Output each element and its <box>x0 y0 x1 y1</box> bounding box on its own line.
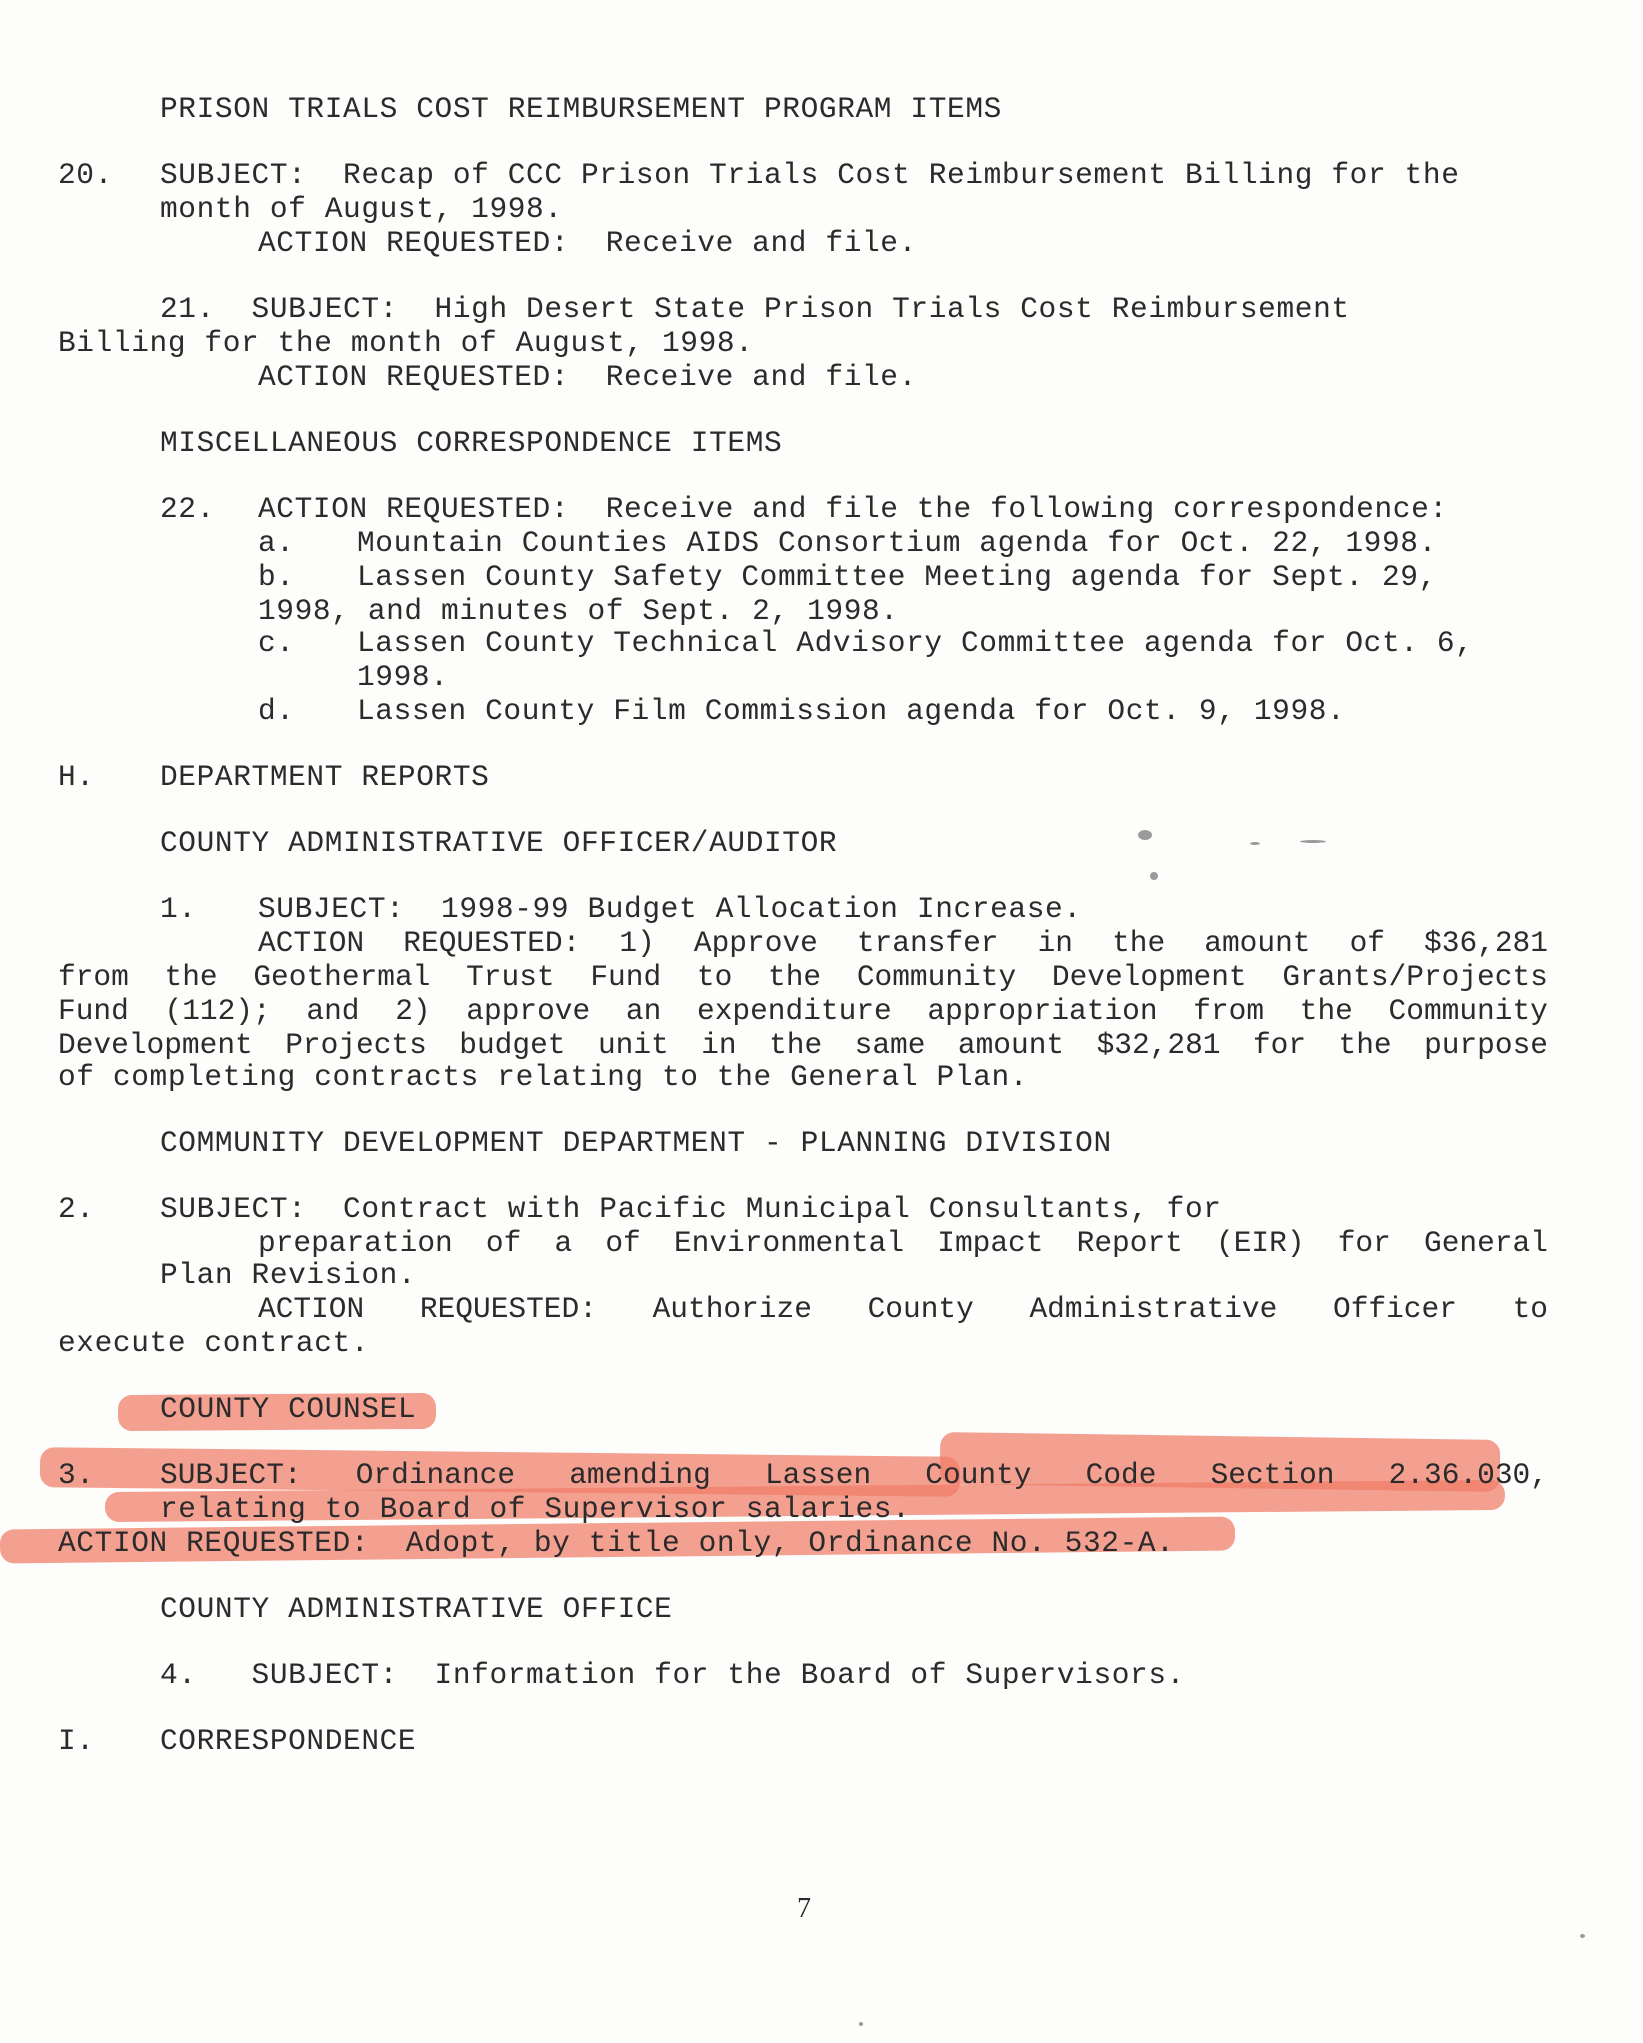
section-heading-misc-correspondence: MISCELLANEOUS CORRESPONDENCE ITEMS <box>160 426 783 460</box>
scan-speck <box>1138 830 1152 840</box>
item-1-line3: Fund (112); and 2) approve an expenditure appropriation from the Community <box>58 994 1548 1028</box>
item-3-subject: SUBJECT: Ordinance amending Lassen County Code Section 2.36.030, <box>160 1458 1548 1492</box>
item-3-number: 3. <box>58 1458 95 1492</box>
item-22b-cont: 1998, and minutes of Sept. 2, 1998. <box>258 594 899 628</box>
scan-speck <box>1580 1934 1585 1938</box>
section-i-letter: I. <box>58 1724 95 1758</box>
scan-speck <box>1250 842 1260 845</box>
item-2-line5: execute contract. <box>58 1326 370 1360</box>
heading-county-counsel: COUNTY COUNSEL <box>160 1392 417 1426</box>
item-22-number: 22. <box>160 492 215 526</box>
item-22-action: ACTION REQUESTED: Receive and file the following correspondence: <box>258 492 1448 526</box>
item-22a-text: Mountain Counties AIDS Consortium agenda for Oct. 22, 1998. <box>357 526 1437 560</box>
item-1-subject: SUBJECT: 1998-99 Budget Allocation Increase. <box>258 892 1082 926</box>
heading-county-administrative-office: COUNTY ADMINISTRATIVE OFFICE <box>160 1592 673 1626</box>
item-22d-label: d. <box>258 694 295 728</box>
item-22c-text: Lassen County Technical Advisory Committee agenda for Oct. 6, <box>357 626 1474 660</box>
scan-speck <box>1300 840 1326 843</box>
item-4: 4. SUBJECT: Information for the Board of Supervisors. <box>160 1658 1185 1692</box>
item-22c-label: c. <box>258 626 295 660</box>
item-1-line4: Development Projects budget unit in the same amount $32,281 for the purpose <box>58 1028 1548 1062</box>
item-22d-text: Lassen County Film Commission agenda for Oct. 9, 1998. <box>357 694 1346 728</box>
item-2-line2: preparation of a of Environmental Impact Report (EIR) for General <box>258 1226 1548 1260</box>
item-20-subject: SUBJECT: Recap of CCC Prison Trials Cost Reimbursement Billing for the <box>160 158 1460 192</box>
item-2-line3: Plan Revision. <box>160 1258 417 1292</box>
item-22b-text: Lassen County Safety Committee Meeting agenda for Sept. 29, <box>357 560 1437 594</box>
item-20-number: 20. <box>58 158 113 192</box>
item-20-subject-cont: month of August, 1998. <box>160 192 563 226</box>
item-22c-cont: 1998. <box>357 660 449 694</box>
item-3-line2: relating to Board of Supervisor salaries. <box>160 1492 911 1526</box>
item-22a-label: a. <box>258 526 295 560</box>
section-h-title: DEPARTMENT REPORTS <box>160 760 490 794</box>
scan-speck <box>1150 872 1158 880</box>
item-1-action: ACTION REQUESTED: 1) Approve transfer in the amount of $36,281 <box>258 926 1548 960</box>
section-h-letter: H. <box>58 760 95 794</box>
item-21-subject-cont: Billing for the month of August, 1998. <box>58 326 754 360</box>
item-22b-label: b. <box>258 560 295 594</box>
item-21-subject: 21. SUBJECT: High Desert State Prison Trials Cost Reimbursement <box>160 292 1350 326</box>
item-2-number: 2. <box>58 1192 95 1226</box>
heading-cao-auditor: COUNTY ADMINISTRATIVE OFFICER/AUDITOR <box>160 826 838 860</box>
item-1-line5: of completing contracts relating to the General Plan. <box>58 1060 1029 1094</box>
item-1-line2: from the Geothermal Trust Fund to the Community Development Grants/Projects <box>58 960 1548 994</box>
heading-planning-division: COMMUNITY DEVELOPMENT DEPARTMENT - PLANNING DIVISION <box>160 1126 1112 1160</box>
item-20-action: ACTION REQUESTED: Receive and file. <box>258 226 917 260</box>
item-2-subject: SUBJECT: Contract with Pacific Municipal Consultants, for <box>160 1192 1222 1226</box>
item-3-action: ACTION REQUESTED: Adopt, by title only, Ordinance No. 532-A. <box>58 1526 1175 1560</box>
page-number: 7 <box>797 1893 812 1924</box>
section-heading-prison-trials: PRISON TRIALS COST REIMBURSEMENT PROGRAM ITEMS <box>160 92 1002 126</box>
item-2-action: ACTION REQUESTED: Authorize County Administrative Officer to <box>258 1292 1548 1326</box>
item-1-number: 1. <box>160 892 197 926</box>
section-i-title: CORRESPONDENCE <box>160 1724 417 1758</box>
item-21-action: ACTION REQUESTED: Receive and file. <box>258 360 917 394</box>
scan-speck <box>859 2022 863 2026</box>
